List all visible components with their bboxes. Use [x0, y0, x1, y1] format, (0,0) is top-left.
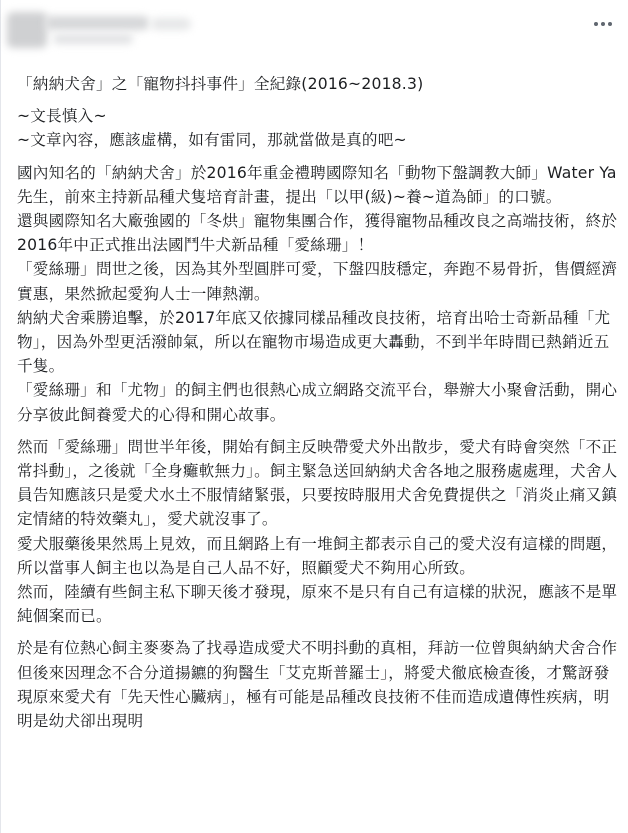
paragraph: 國內知名的「納納犬舍」於2016年重金禮聘國際知名「動物下盤調教大師」Water Ya先生，前來主持新品種犬隻培育計畫，提出「以甲(級)~養~道為師」的口號。	[17, 163, 617, 206]
more-horizontal-icon	[594, 22, 598, 26]
paragraph: 然而「愛絲珊」問世半年後，開始有飼主反映帶愛犬外出散步，愛犬有時會突然「不正常抖動」，之後就「全身癱軟無力」。飼主緊急送回納納犬舍各地之服務處處理，犬舍人員告知應該只是愛犬水土不服情緒緊張，只要按時服用犬舍免費提供之「消炎止痛又鎮定情緒的特效藥丸」，愛犬就沒事了。	[17, 437, 618, 529]
paragraph: 納納犬舍乘勝追擊，於2017年底又依據同樣品種改良技術，培育出哈士奇新品種「尤物」，因為外型更活潑帥氣，所以在寵物市場造成更大轟動，不到半年時間已熱銷近五千隻。	[17, 308, 611, 376]
paragraph: 愛犬服藥後果然馬上見效，而且網路上有一堆飼主都表示自己的愛犬沒有這樣的問題，所以當事人飼主也以為是自己人品不好，照顧愛犬不夠用心所致。	[17, 534, 618, 577]
more-horizontal-icon	[601, 22, 605, 26]
post-header	[1, 0, 628, 60]
paragraph: 「愛絲珊」問世之後，因為其外型圓胖可愛，下盤四肢穩定，奔跑不易骨折，售價經濟實惠，果然掀起愛狗人士一陣熱潮。	[17, 260, 618, 303]
avatar[interactable]	[7, 12, 47, 48]
paragraph: 還與國際知名大廠強國的「冬烘」寵物集團合作，獲得寵物品種改良之高端技術，終於2016年中正式推出法國鬥牛犬新品種「愛絲珊」！	[17, 212, 618, 255]
post-timestamp[interactable]	[53, 34, 133, 44]
paragraph: 然而，陸續有些飼主私下聊天後才發現，原來不是只有自己有這樣的狀況，應該不是單純個案而已。	[17, 583, 618, 626]
author-name[interactable]	[45, 16, 149, 30]
more-options-button[interactable]	[589, 10, 617, 38]
audience-icon	[151, 18, 191, 30]
note-line: ~文章內容，應該虛構，如有雷同，那就當做是真的吧~	[17, 131, 407, 150]
post-title: 「納納犬舍」之「寵物抖抖事件」全紀錄(2016~2018.3)	[17, 75, 424, 93]
note-line: ~文長慎入~	[17, 107, 107, 126]
paragraph: 於是有位熱心飼主麥麥為了找尋造成愛犬不明抖動的真相，拜訪一位曾與納納犬舍合作但後來因理念不合分道揚鑣的狗醫生「艾克斯普羅士」，將愛犬徹底檢查後，才驚訝發現原來愛犬有「先天性心臟病」，極有可能是品種改良技術不佳而造成遺傳性疾病，明明是幼犬卻出現明	[17, 639, 618, 731]
more-horizontal-icon	[608, 22, 612, 26]
paragraph: 「愛絲珊」和「尤物」的飼主們也很熱心成立網路交流平台，舉辦大小聚會活動，開心分享彼此飼養愛犬的心得和開心故事。	[17, 381, 618, 424]
post-body	[17, 72, 621, 733]
